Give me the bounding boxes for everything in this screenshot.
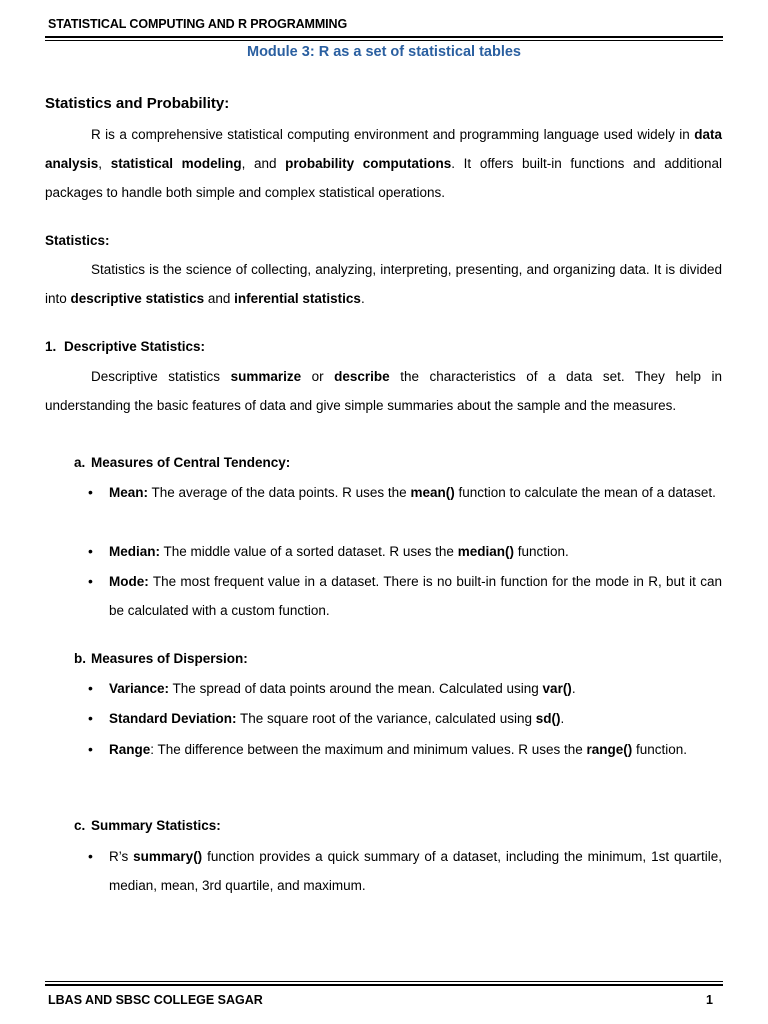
module-title: Module 3: R as a set of statistical tables [247, 44, 521, 60]
paragraph-descriptive: Descriptive statistics summarize or describe the characteristics of a data set. They help in understanding the basic features of data and give simple summaries about the sample and the measures. [45, 369, 722, 413]
list-item-range: • Range: The difference between the maximum and minimum values. R uses the range() function. [88, 735, 722, 764]
list-item-summary: • R’s summary() function provides a quick summary of a dataset, including the minimum, 1st quartile, median, mean, 3rd quartile, and maximum. [88, 842, 722, 900]
subheading-central-tendency: a. Measures of Central Tendency: [74, 455, 291, 470]
footer-rule-thick [45, 984, 723, 986]
bullet-icon: • [88, 573, 93, 589]
paragraph-statistics: Statistics is the science of collecting, analyzing, interpreting, presenting, and organizing data. It is divided into descriptive statistics and inferential statistics. [45, 262, 722, 306]
bullet-icon: • [88, 710, 93, 726]
paragraph-r-intro: R is a comprehensive statistical computing environment and programming language used widely in data analysis, statistical modeling, and probability computations. It offers built-in functions and additional packages to handle both simple and complex statistical operations. [45, 127, 722, 200]
heading-statistics-probability: Statistics and Probability: [45, 95, 230, 112]
list-item-mode: • Mode: The most frequent value in a dataset. There is no built-in function for the mode in R, but it can be calculated with a custom function. [88, 567, 722, 625]
list-item-variance: • Variance: The spread of data points around the mean. Calculated using var(). [88, 674, 722, 703]
bullet-icon: • [88, 741, 93, 757]
page-number: 1 [706, 993, 713, 1007]
list-item-standard-deviation: • Standard Deviation: The square root of the variance, calculated using sd(). [88, 704, 722, 733]
list-item-mean: • Mean: The average of the data points. R uses the mean() function to calculate the mean of a dataset. [88, 478, 722, 507]
footer-college: LBAS AND SBSC COLLEGE SAGAR [48, 993, 263, 1007]
heading-statistics: Statistics: [45, 233, 110, 248]
subheading-summary-statistics: c. Summary Statistics: [74, 818, 221, 833]
header-rule-thin [45, 40, 723, 41]
list-item-median: • Median: The middle value of a sorted dataset. R uses the median() function. [88, 537, 722, 566]
bullet-icon: • [88, 848, 93, 864]
header-title: STATISTICAL COMPUTING AND R PROGRAMMING [48, 17, 348, 31]
header-rule-thick [45, 36, 723, 38]
bullet-icon: • [88, 543, 93, 559]
bullet-icon: • [88, 680, 93, 696]
heading-descriptive-statistics: 1. Descriptive Statistics: [45, 339, 206, 354]
bullet-icon: • [88, 484, 93, 500]
subheading-dispersion: b. Measures of Dispersion: [74, 651, 248, 666]
footer-rule-thin [45, 981, 723, 982]
